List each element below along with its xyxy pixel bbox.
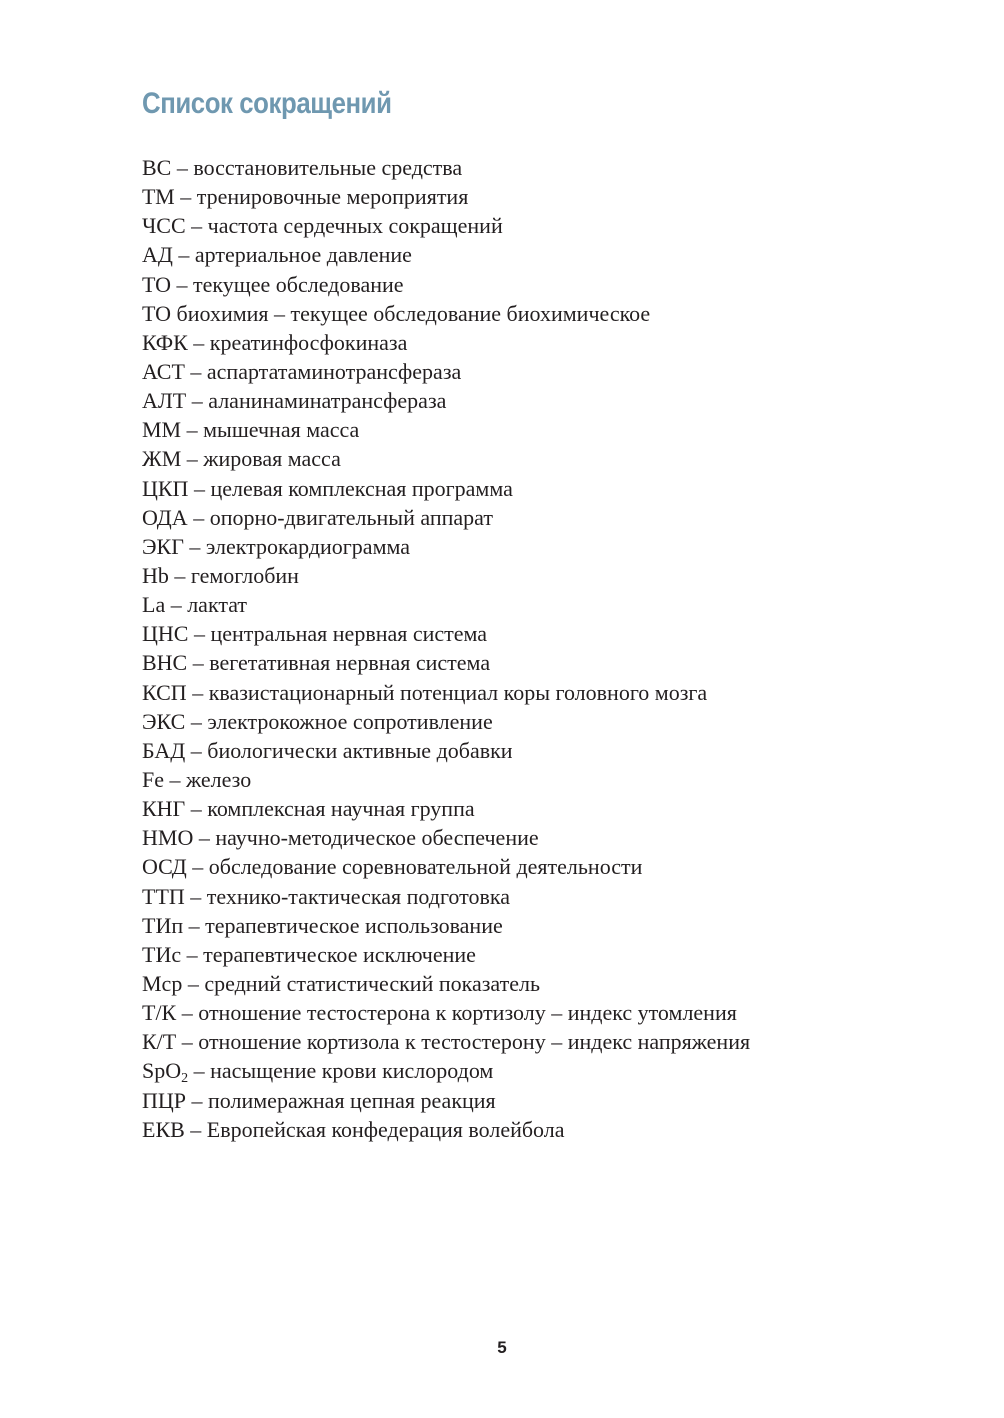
- separator: –: [171, 271, 194, 297]
- separator: –: [176, 1000, 199, 1026]
- list-item: [142, 474, 750, 503]
- separator: –: [184, 1116, 207, 1142]
- list-item: [142, 1056, 750, 1085]
- definition: частота сердечных сокращений: [207, 213, 503, 239]
- definition: восстановительные средства: [193, 155, 463, 180]
- definition: биологически активные добавки: [207, 737, 513, 763]
- list-item: [142, 823, 750, 852]
- definition: Европейская конфедерация волейбола: [206, 1116, 565, 1142]
- separator: –: [187, 329, 210, 355]
- separator: –: [171, 155, 194, 180]
- list-item: [142, 998, 750, 1027]
- separator: –: [174, 184, 197, 210]
- abbreviation: ЭКГ: [142, 533, 184, 559]
- definition: комплексная научная группа: [207, 796, 475, 822]
- list-item: [142, 561, 750, 590]
- definition: квазистационарный потенциал коры головного мозга: [208, 679, 708, 705]
- definition: креатинфосфокиназа: [209, 329, 408, 355]
- page-number: 5: [497, 1338, 507, 1357]
- list-item: [142, 707, 750, 736]
- separator: –: [183, 533, 206, 559]
- list-item: [142, 328, 750, 357]
- separator: –: [181, 446, 204, 472]
- list-item: [142, 1086, 750, 1115]
- abbreviation: Т/К: [142, 1000, 177, 1026]
- list-item: [142, 211, 750, 240]
- definition: аланинаминатрансфераза: [208, 388, 447, 414]
- separator: –: [172, 242, 195, 268]
- definition: электрокардиограмма: [205, 533, 411, 559]
- abbreviation: Hb: [142, 562, 169, 588]
- definition: терапевтическое использование: [205, 912, 503, 938]
- abbreviation: ТО: [142, 271, 172, 297]
- page-title: Список сокращений: [142, 87, 392, 120]
- definition: тренировочные мероприятия: [196, 184, 469, 210]
- separator: –: [188, 621, 211, 647]
- abbreviation: ТМ: [142, 184, 175, 210]
- separator: –: [168, 562, 191, 588]
- abbreviation: Мср: [142, 970, 183, 996]
- separator: –: [188, 1058, 211, 1084]
- definition: гемоглобин: [190, 562, 299, 588]
- definition: полимеражная цепная реакция: [208, 1087, 496, 1113]
- definition: отношение тестостерона к кортизолу – индекс утомления: [198, 1000, 737, 1026]
- abbreviation: ММ: [142, 417, 182, 443]
- definition: целевая комплексная программа: [210, 475, 513, 501]
- separator: –: [164, 766, 186, 792]
- separator: –: [193, 825, 216, 851]
- list-item: [142, 1027, 750, 1056]
- abbreviation: ЖМ: [142, 446, 182, 472]
- definition: отношение кортизола к тестостерону – индекс напряжения: [198, 1029, 751, 1055]
- list-item: [142, 182, 750, 211]
- list-item: [142, 678, 750, 707]
- list-item: [142, 270, 750, 299]
- abbreviation: ЭКС: [142, 708, 186, 734]
- abbreviation: ВНС: [142, 650, 188, 676]
- separator: –: [181, 417, 204, 443]
- abbreviation: ОСД: [142, 854, 187, 880]
- list-item: [142, 444, 750, 473]
- abbreviation: ТИс: [142, 941, 182, 967]
- abbreviation: ТО биохимия: [142, 300, 269, 326]
- abbreviation: К/Т: [142, 1029, 177, 1055]
- definition: терапевтическое исключение: [203, 941, 476, 967]
- abbreviation: ЦНС: [142, 621, 189, 647]
- list-item: [142, 386, 750, 415]
- separator: –: [184, 358, 207, 384]
- definition: научно-методическое обеспечение: [215, 825, 539, 851]
- separator: –: [187, 650, 210, 676]
- abbreviation: La: [142, 592, 166, 618]
- list-item: [142, 532, 750, 561]
- abbreviation: АЛТ: [142, 388, 187, 414]
- list-item: [142, 852, 750, 881]
- definition: насыщение крови кислородом: [210, 1058, 494, 1084]
- abbreviation: КФК: [142, 329, 188, 355]
- abbreviation: ПЦР: [142, 1087, 187, 1113]
- abbreviation: Fe: [142, 766, 164, 792]
- definition: технико-тактическая подготовка: [206, 883, 510, 909]
- separator: –: [176, 1029, 199, 1055]
- list-item: [142, 240, 750, 269]
- list-item: [142, 794, 750, 823]
- definition: обследование соревновательной деятельности: [208, 854, 643, 880]
- separator: –: [186, 679, 209, 705]
- abbreviation: КНГ: [142, 796, 186, 822]
- separator: –: [187, 504, 210, 530]
- separator: –: [186, 388, 209, 414]
- list-item: [142, 736, 750, 765]
- separator: –: [181, 941, 204, 967]
- list-item: [142, 648, 750, 677]
- abbreviation: АСТ: [142, 358, 185, 384]
- definition: аспартатаминотрансфераза: [206, 358, 462, 384]
- list-item: [142, 969, 750, 998]
- abbreviation: КСП: [142, 679, 187, 705]
- abbreviation: ВС: [142, 155, 172, 180]
- definition: опорно-двигательный аппарат: [209, 504, 493, 530]
- abbreviation: ЧСС: [142, 213, 186, 239]
- separator: –: [186, 854, 209, 880]
- separator: –: [185, 708, 208, 734]
- definition: средний статистический показатель: [204, 970, 541, 996]
- abbreviation-subscript: 2: [181, 1071, 189, 1087]
- separator: –: [188, 475, 211, 501]
- list-item: [142, 503, 750, 532]
- definition: вегетативная нервная система: [209, 650, 491, 676]
- separator: –: [184, 883, 207, 909]
- list-item: [142, 299, 750, 328]
- definition: центральная нервная система: [210, 621, 488, 647]
- abbreviation: SpO: [142, 1058, 182, 1084]
- separator: –: [185, 213, 208, 239]
- abbreviation: АД: [142, 242, 173, 268]
- definition: электрокожное сопротивление: [207, 708, 493, 734]
- separator: –: [185, 796, 208, 822]
- list-item: [142, 415, 750, 444]
- abbreviation: ЕКВ: [142, 1116, 185, 1142]
- abbreviation: НМО: [142, 825, 194, 851]
- definition: жировая масса: [203, 446, 341, 472]
- list-item: [142, 911, 750, 940]
- separator: –: [186, 1087, 209, 1113]
- list-item: [142, 590, 750, 619]
- abbreviation: ЦКП: [142, 475, 189, 501]
- separator: –: [182, 970, 205, 996]
- definition: артериальное давление: [194, 242, 412, 268]
- definition: текущее обследование биохимическое: [290, 300, 651, 326]
- list-item: [142, 765, 750, 794]
- separator: –: [268, 300, 291, 326]
- list-item: [142, 153, 750, 182]
- list-item: [142, 1115, 750, 1144]
- list-item: [142, 619, 750, 648]
- definition: железо: [186, 766, 252, 792]
- abbreviation: ТИп: [142, 912, 184, 938]
- separator: –: [185, 737, 208, 763]
- abbreviation: ТТП: [142, 883, 185, 909]
- abbreviation-list: [142, 153, 750, 1144]
- separator: –: [183, 912, 206, 938]
- list-item: [142, 882, 750, 911]
- abbreviation: ОДА: [142, 504, 188, 530]
- definition: текущее обследование: [193, 271, 404, 297]
- definition: мышечная масса: [203, 417, 360, 443]
- list-item: [142, 940, 750, 969]
- definition: лактат: [187, 592, 248, 618]
- list-item: [142, 357, 750, 386]
- separator: –: [165, 592, 188, 618]
- abbreviation: БАД: [142, 737, 186, 763]
